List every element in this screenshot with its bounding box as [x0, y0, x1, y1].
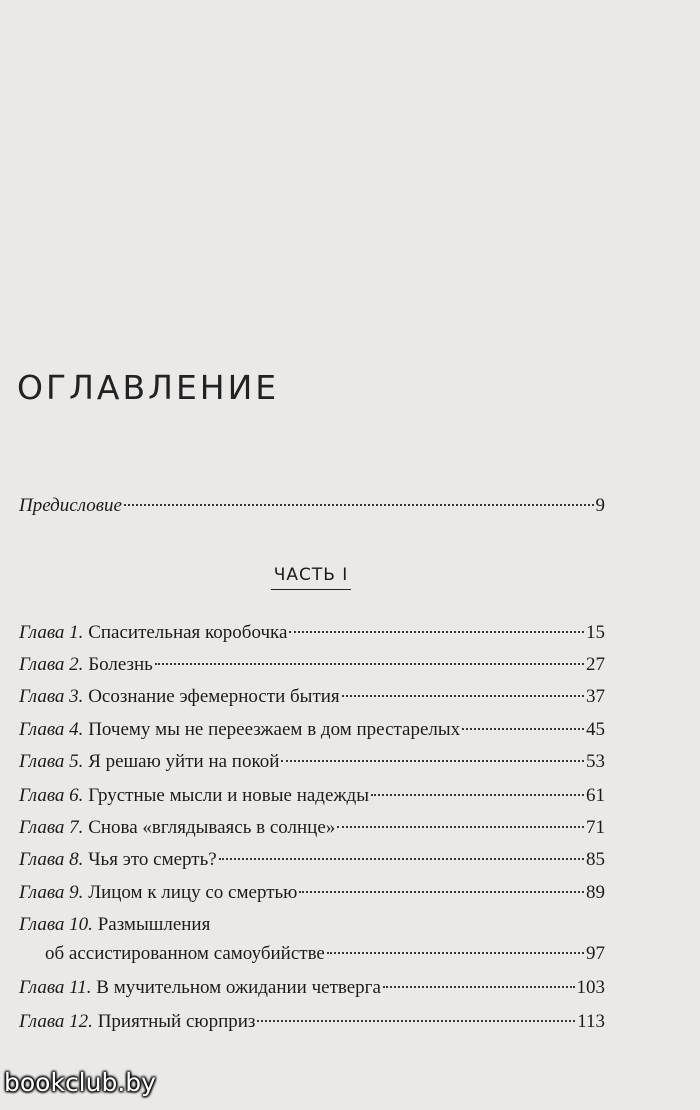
dot-leader: [155, 663, 584, 665]
toc-page-number: 61: [586, 785, 605, 806]
dot-leader: [281, 760, 584, 762]
chapter-number: Глава 12.: [19, 1011, 93, 1032]
toc-entry-chapter-8: [19, 848, 605, 872]
dot-leader: [337, 826, 584, 828]
toc-page-number: 15: [586, 622, 605, 643]
chapter-number: Глава 7.: [19, 817, 84, 838]
chapter-number: Глава 9.: [19, 882, 84, 903]
dot-leader: [342, 695, 584, 697]
part-heading-text: ЧАСТЬ I: [271, 565, 352, 590]
toc-entry-chapter-2: [19, 653, 605, 677]
chapter-number: Глава 3.: [19, 686, 84, 707]
dot-leader: [124, 504, 594, 506]
toc-entry-chapter-9: [19, 881, 605, 905]
toc-page-number: 85: [586, 849, 605, 870]
toc-page-number: 45: [586, 719, 605, 740]
chapter-title: Грустные мысли и новые надежды: [88, 785, 369, 806]
chapter-number: Глава 1.: [19, 622, 84, 643]
chapter-title: В мучительном ожидании четверга: [96, 977, 381, 998]
toc-entry-chapter-12: [19, 1010, 605, 1034]
toc-entry-chapter-10-line1: [19, 913, 605, 937]
toc-entry-preface: [19, 494, 605, 518]
dot-leader: [462, 728, 584, 730]
chapter-number: Глава 6.: [19, 785, 84, 806]
toc-page-number: 71: [586, 817, 605, 838]
toc-page-number: 53: [586, 751, 605, 772]
toc-entry-chapter-4: [19, 718, 605, 742]
chapter-title: Лицом к лицу со смертью: [88, 882, 298, 903]
chapter-title: Почему мы не переезжаем в дом престарелых: [88, 719, 461, 740]
chapter-number: Глава 8.: [19, 849, 84, 870]
page-title: ОГЛАВЛЕНИЕ: [17, 368, 280, 407]
toc-entry-chapter-10-line2: [45, 942, 605, 966]
chapter-title-continuation: об ассистированном самоубийстве: [45, 943, 325, 964]
dot-leader: [257, 1020, 575, 1022]
chapter-number: Глава 11.: [19, 977, 92, 998]
dot-leader: [371, 794, 584, 796]
chapter-number: Глава 2.: [19, 654, 84, 675]
chapter-title: Размышления: [97, 914, 211, 935]
toc-entry-chapter-6: [19, 784, 605, 808]
toc-page-number: 9: [595, 495, 605, 516]
part-heading: [0, 565, 620, 590]
toc-entry-chapter-7: [19, 816, 605, 840]
toc-page-number: 113: [577, 1011, 605, 1032]
dot-leader: [383, 986, 575, 988]
chapter-title: Чья это смерть?: [88, 849, 217, 870]
chapter-title: Спасительная коробочка: [88, 622, 288, 643]
dot-leader: [219, 858, 584, 860]
chapter-title: Болезнь: [88, 654, 153, 675]
dot-leader: [299, 891, 584, 893]
dot-leader: [327, 952, 584, 954]
toc-page-number: 37: [586, 686, 605, 707]
chapter-number: Глава 5.: [19, 751, 84, 772]
chapter-title: Я решаю уйти на покой: [88, 751, 280, 772]
toc-entry-chapter-1: [19, 621, 605, 645]
toc-page-number: 97: [586, 943, 605, 964]
toc-label: Предисловие: [19, 495, 122, 516]
toc-entry-chapter-11: [19, 976, 605, 1000]
toc-page-number: 103: [576, 977, 605, 998]
toc-entry-chapter-5: [19, 750, 605, 774]
toc-page-number: 27: [586, 654, 605, 675]
toc-page-number: 89: [586, 882, 605, 903]
chapter-number: Глава 10.: [19, 914, 93, 935]
dot-leader: [289, 631, 584, 633]
chapter-title: Приятный сюрприз: [97, 1011, 256, 1032]
chapter-number: Глава 4.: [19, 719, 84, 740]
chapter-title: Осознание эфемерности бытия: [88, 686, 340, 707]
chapter-title: Снова «вглядываясь в солнце»: [88, 817, 336, 838]
toc-entry-chapter-3: [19, 685, 605, 709]
watermark-text: bookclub.by: [4, 1068, 156, 1097]
